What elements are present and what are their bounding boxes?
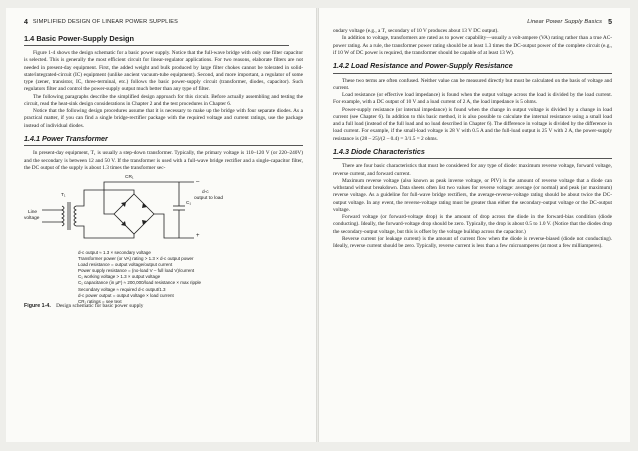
label-dc: d-c [202,190,209,195]
label-cr1: CR₁ [125,175,134,180]
note-line: Secondary voltage ≈ required d-c output/1.3 [78,286,166,292]
paragraph: The following paragraphs describe the simplified design approach for this circuit. Before actually assembling and testing the circuit, read the heat-sink design considerations in Chapter 2 and the test procedures in Chapter 6. [24,93,303,107]
schematic-figure [24,175,303,304]
note-line: CR₁ ratings = see text [78,298,122,304]
note-line: C₁ capacitance (in µF) ≈ 200,000/load resistance × max ripple [78,280,202,286]
label-voltage: voltage [24,216,40,221]
caption-label: Figure 1-4. [24,303,51,309]
label-c1: C₁ [186,201,192,206]
paragraph: There are four basic characteristics that must be considered for any type of diode: maximum reverse voltage, forward voltage, reverse current, and forward current. [333,163,612,177]
paragraph: ondary voltage (e.g., a T₁ secondary of 10 V produces about 13 V DC output). [333,28,499,34]
right-running-title: Linear Power Supply Basics [527,19,603,25]
subsection-heading: 1.4.1 Power Transformer [24,135,303,147]
note-line: Power supply resistance = (no-load V – full load V)/current [78,268,195,274]
label-t1: T₁ [61,193,66,198]
left-page [6,8,317,442]
note-line: Load resistance = output voltage/output current [78,262,173,268]
paragraph: Reverse current (or leakage current) is the amount of current flow when the diode is reverse-biased (diode not conducting). Ideally, reverse current should be zero. Typically, reverse current is less than a few microamperes (at most a few milliamperes). [333,235,612,249]
paragraph: Maximum reverse voltage (also known as peak inverse voltage, or PIV) is the amount of reverse voltage that a diode can withstand without breakdown. Data sheets often list two values for reverse voltage: average (or normal) and peak (or maximum) reverse voltage. As a guideline for full-wave bridge rectifiers, the average-reverse-voltage rating should be about twice the DC-output voltage. In any event, the reverse-voltage rating must be greater than either the secondary-output voltage or the DC-output voltage. [333,177,612,213]
note-line: C₁ working voltage > 1.3 × output voltage [78,274,161,280]
right-page [319,8,630,442]
paragraph: Figure 1-4 shows the design schematic for a basic power supply. Notice that the full-wave bridge with only one filter capacitor is selected. This is generally the most efficient circuit for linear-regulator applications. For two reasons, elaborate filters are not needed in present-day equipment. First, the added weight and bulk produced by large filter chokes cannot be tolerated in solid-state/integrated-circuit (IC) equipment (unlike ancient vacuum-tube equipment). Second, and more important, a regulator of some type (zener, transistor, IC, three-terminal, etc.) follows the basic power-supply circuit (transformer, diodes, capacitor). Such regulators filter and control the power-supply output much better than any type of filter. [24,50,303,93]
paragraph: Notice that the following design procedures assume that it is necessary to make up the bridge with four separate diodes. As a practical matter, if you can find a single bridge-rectifier package with the required voltage and current ratings, use the package instead of individual diodes. [24,108,303,129]
schematic-notes [78,250,201,305]
paragraph: Load resistance (or effective load impedance) is found when the output voltage across the load is divided by the load current. For example, with a DC output of 10 V and a load current of 2 A, the load impedance is 5 ohms. [333,92,612,106]
paragraph: Forward voltage (or forward-voltage drop) is the amount of drop across the diode in the forward-bias condition (diode conducting). Ideally, the forward-voltage drop should be zero. Typically, the drop is about 0.5 to 1.0 V. (Notice that the diodes drop the secondary-output voltage, but this is offset by the voltage buildup across the capacitor.) [333,214,612,235]
subsection-heading: 1.4.2 Load Resistance and Power-Supply Resistance [333,62,612,74]
label-output: output to load [194,196,224,201]
paragraph: These two terms are often confused. Neither value can be measured directly but must be calculated on the basis of voltage and current. [333,77,612,91]
label-plus: + [196,233,200,239]
paragraph: In addition to voltage, transformers are rated as to power capability—usually a volt-ampere (VA) rating rather than a true AC-power rating. As a rule, the transformer power rating should be at least 1.3 times the DC-output power of the complete circuit (e.g., if 10 W of DC power is required, the transformer should be capable of at least 13 W). [333,35,612,56]
paragraph: Power-supply resistance (or internal impedance) is found when the change in output voltage is divided by a change in load current (see Chapter 6). In addition to this basic method, it is also possible to calculate the internal resistance using a small load and a full load (instead of the full load and no load described in Chapter 6). The difference in voltage is divided by the difference in load current. For example, if the small-load voltage is 28 V with 0.5 A and the full-load output is 25 V with 2 A, the power-supply resistance is (28 – 25)/(2 – 0.4) = 3/1.5 = 2 ohms. [333,106,612,142]
left-page-number: 4 [24,18,28,26]
note-line: Transformer power (or VA) rating > 1.3 × d-c output power [78,256,194,262]
note-line: d-c power output = output voltage × load current [78,292,174,298]
right-running-head [333,16,612,28]
note-line: d-c output ≈ 1.3 × secondary voltage [78,250,151,255]
subsection-heading: 1.4.3 Diode Characteristics [333,148,612,160]
left-running-head [24,16,303,28]
right-page-number: 5 [608,18,612,26]
section-heading: 1.4 Basic Power-Supply Design [24,34,289,46]
caption-text: Design schematic for basic power supply [56,303,144,309]
label-minus: – [196,179,200,185]
left-running-title: SIMPLIFIED DESIGN OF LINEAR POWER SUPPLIES [32,19,179,25]
bridge-rectifier-schematic [24,176,303,246]
label-line: Line [28,210,38,215]
paragraph: In present-day equipment, T₁ is usually a step-down transformer. Typically, the primary voltage is 110–120 V (or 220–240V) and the secondary is between 12 and 50 V. If the transformer is used with a full-wave bridge rectifier and a single-capacitor filter, the DC output of the supply is about 1.3 times the transformer sec- [24,150,303,171]
